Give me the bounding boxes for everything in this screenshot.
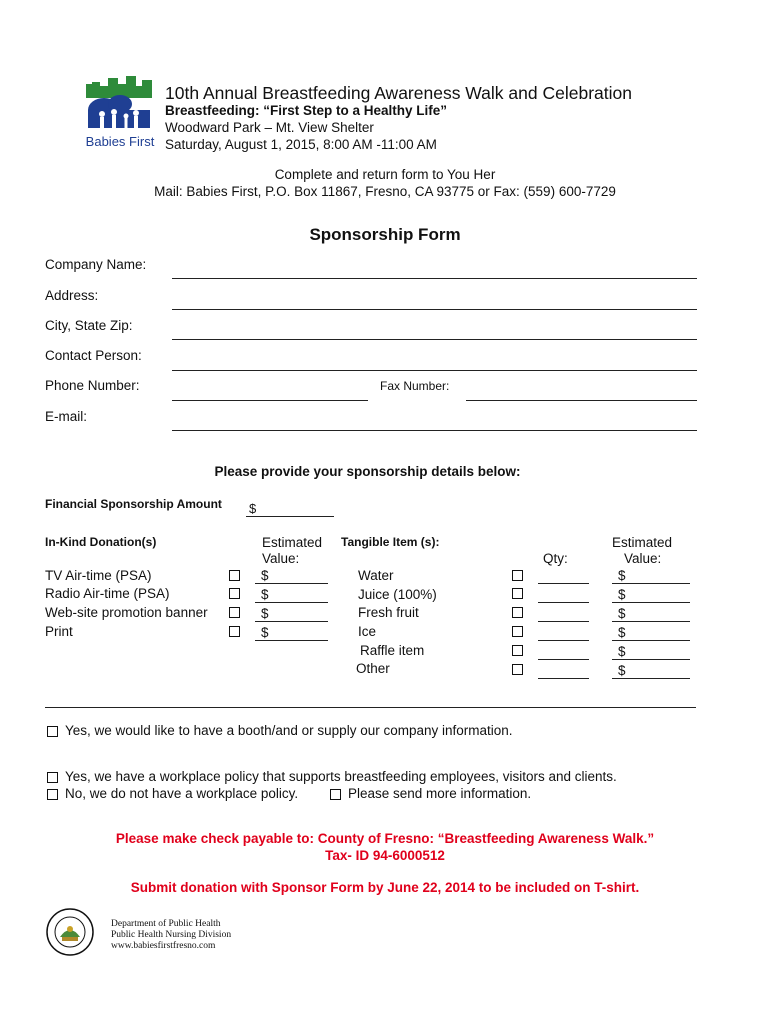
policy-no-label: No, we do not have a workplace policy.: [65, 786, 299, 801]
booth-option-label: Yes, we would like to have a booth/and or supply our company information.: [65, 723, 513, 738]
inkind-value-field[interactable]: [255, 583, 328, 584]
financial-dollar-sign: $: [249, 501, 257, 516]
mail-instructions: Mail: Babies First, P.O. Box 11867, Fresno, CA 93775 or Fax: (559) 600-7729: [154, 184, 616, 199]
form-title: Sponsorship Form: [309, 225, 461, 244]
footer-department: Department of Public Health: [111, 919, 221, 929]
inkind-estimated-header-2: Value:: [262, 551, 300, 566]
inkind-item: Web-site promotion banner: [45, 605, 208, 620]
inkind-item: Print: [45, 624, 73, 639]
tangible-qty-field[interactable]: [538, 583, 589, 584]
county-seal: [45, 907, 95, 957]
tangible-checkbox[interactable]: [512, 645, 523, 656]
phone-number-label: Phone Number:: [45, 378, 140, 393]
tangible-item: Ice: [358, 624, 377, 639]
contact-person-label: Contact Person:: [45, 348, 142, 363]
check-payable-note: Please make check payable to: County of Fresno: “Breastfeeding Awareness Walk.”: [115, 831, 655, 846]
sponsorship-prompt: Please provide your sponsorship details below:: [214, 464, 521, 479]
tangible-checkbox[interactable]: [512, 626, 523, 637]
booth-checkbox[interactable]: [47, 726, 58, 737]
county-seal-icon: [45, 907, 95, 957]
address-label: Address:: [45, 288, 99, 303]
more-info-label: Please send more information.: [348, 786, 532, 801]
financial-amount-field[interactable]: [246, 516, 334, 517]
tangible-checkbox[interactable]: [512, 607, 523, 618]
address-field[interactable]: [172, 309, 697, 310]
seal-text-top: [95, 912, 96, 913]
inkind-checkbox[interactable]: [229, 607, 240, 618]
tangible-qty-field[interactable]: [538, 602, 589, 603]
inkind-value-dollar: $: [261, 606, 269, 621]
footer-website: www.babiesfirstfresno.com: [111, 941, 216, 951]
policy-no-checkbox[interactable]: [47, 789, 58, 800]
email-label: E-mail:: [45, 409, 88, 424]
babies-first-logo: [80, 74, 160, 154]
company-name-field[interactable]: [172, 278, 697, 279]
deadline-note: Submit donation with Sponsor Form by June 22, 2014 to be included on T-shirt.: [130, 880, 640, 895]
fax-number-label: Fax Number:: [380, 379, 450, 393]
tangible-value-dollar: $: [618, 606, 626, 621]
city-state-zip-label: City, State Zip:: [45, 318, 133, 333]
city-state-zip-field[interactable]: [172, 339, 697, 340]
tangible-value-field[interactable]: [612, 583, 690, 584]
tangible-item: Juice (100%): [358, 587, 437, 602]
inkind-checkbox[interactable]: [229, 588, 240, 599]
tangible-estimated-header-2: Value:: [624, 551, 662, 566]
inkind-donations-label: In-Kind Donation(s): [45, 535, 157, 549]
email-field[interactable]: [172, 430, 697, 431]
tangible-qty-field[interactable]: [538, 640, 589, 641]
tangible-value-dollar: $: [618, 568, 626, 583]
section-divider: [45, 707, 696, 708]
logo-text: Babies First: [85, 134, 155, 149]
tangible-item: Other: [356, 661, 390, 676]
inkind-value-field[interactable]: [255, 602, 328, 603]
inkind-value-field[interactable]: [255, 640, 328, 641]
event-title: 10th Annual Breastfeeding Awareness Walk and Celebration: [165, 83, 632, 103]
tangible-checkbox[interactable]: [512, 570, 523, 581]
tangible-item: Raffle item: [360, 643, 425, 658]
tangible-estimated-header-1: Estimated: [612, 535, 673, 550]
seal-text-bottom: [95, 914, 96, 915]
inkind-item: TV Air-time (PSA): [45, 568, 152, 583]
tangible-value-field[interactable]: [612, 602, 690, 603]
tangible-value-dollar: $: [618, 663, 626, 678]
inkind-item: Radio Air-time (PSA): [45, 586, 170, 601]
inkind-value-dollar: $: [261, 625, 269, 640]
tangible-value-field[interactable]: [612, 678, 690, 679]
policy-yes-label: Yes, we have a workplace policy that supports breastfeeding employees, visitors and clients.: [65, 769, 617, 784]
event-datetime: Saturday, August 1, 2015, 8:00 AM -11:00 AM: [165, 137, 437, 152]
footer-division: Public Health Nursing Division: [111, 930, 232, 940]
qty-header: Qty:: [543, 551, 568, 566]
inkind-value-dollar: $: [261, 587, 269, 602]
tangible-checkbox[interactable]: [512, 664, 523, 675]
inkind-value-field[interactable]: [255, 621, 328, 622]
tangible-items-label: Tangible Item (s):: [341, 535, 440, 549]
event-location: Woodward Park – Mt. View Shelter: [165, 120, 374, 135]
tangible-value-dollar: $: [618, 587, 626, 602]
contact-person-field[interactable]: [172, 370, 697, 371]
policy-yes-checkbox[interactable]: [47, 772, 58, 783]
tangible-value-field[interactable]: [612, 640, 690, 641]
tangible-value-dollar: $: [618, 644, 626, 659]
more-info-checkbox[interactable]: [330, 789, 341, 800]
tax-id-note: Tax- ID 94-6000512: [325, 848, 445, 863]
tangible-qty-field[interactable]: [538, 621, 589, 622]
inkind-checkbox[interactable]: [229, 626, 240, 637]
tangible-value-dollar: $: [618, 625, 626, 640]
inkind-checkbox[interactable]: [229, 570, 240, 581]
financial-amount-label: Financial Sponsorship Amount: [45, 497, 222, 511]
tangible-item: Fresh fruit: [358, 605, 419, 620]
fax-number-field[interactable]: [466, 400, 697, 401]
tangible-value-field[interactable]: [612, 659, 690, 660]
tangible-value-field[interactable]: [612, 621, 690, 622]
inkind-value-dollar: $: [261, 568, 269, 583]
company-name-label: Company Name:: [45, 257, 147, 272]
inkind-estimated-header-1: Estimated: [262, 535, 323, 550]
tangible-checkbox[interactable]: [512, 588, 523, 599]
tangible-qty-field[interactable]: [538, 659, 589, 660]
tangible-qty-field[interactable]: [538, 678, 589, 679]
event-subtitle: Breastfeeding: “First Step to a Healthy Life”: [165, 103, 448, 118]
tangible-item: Water: [358, 568, 394, 583]
return-instructions: Complete and return form to You Her: [274, 167, 496, 182]
phone-number-field[interactable]: [172, 400, 368, 401]
